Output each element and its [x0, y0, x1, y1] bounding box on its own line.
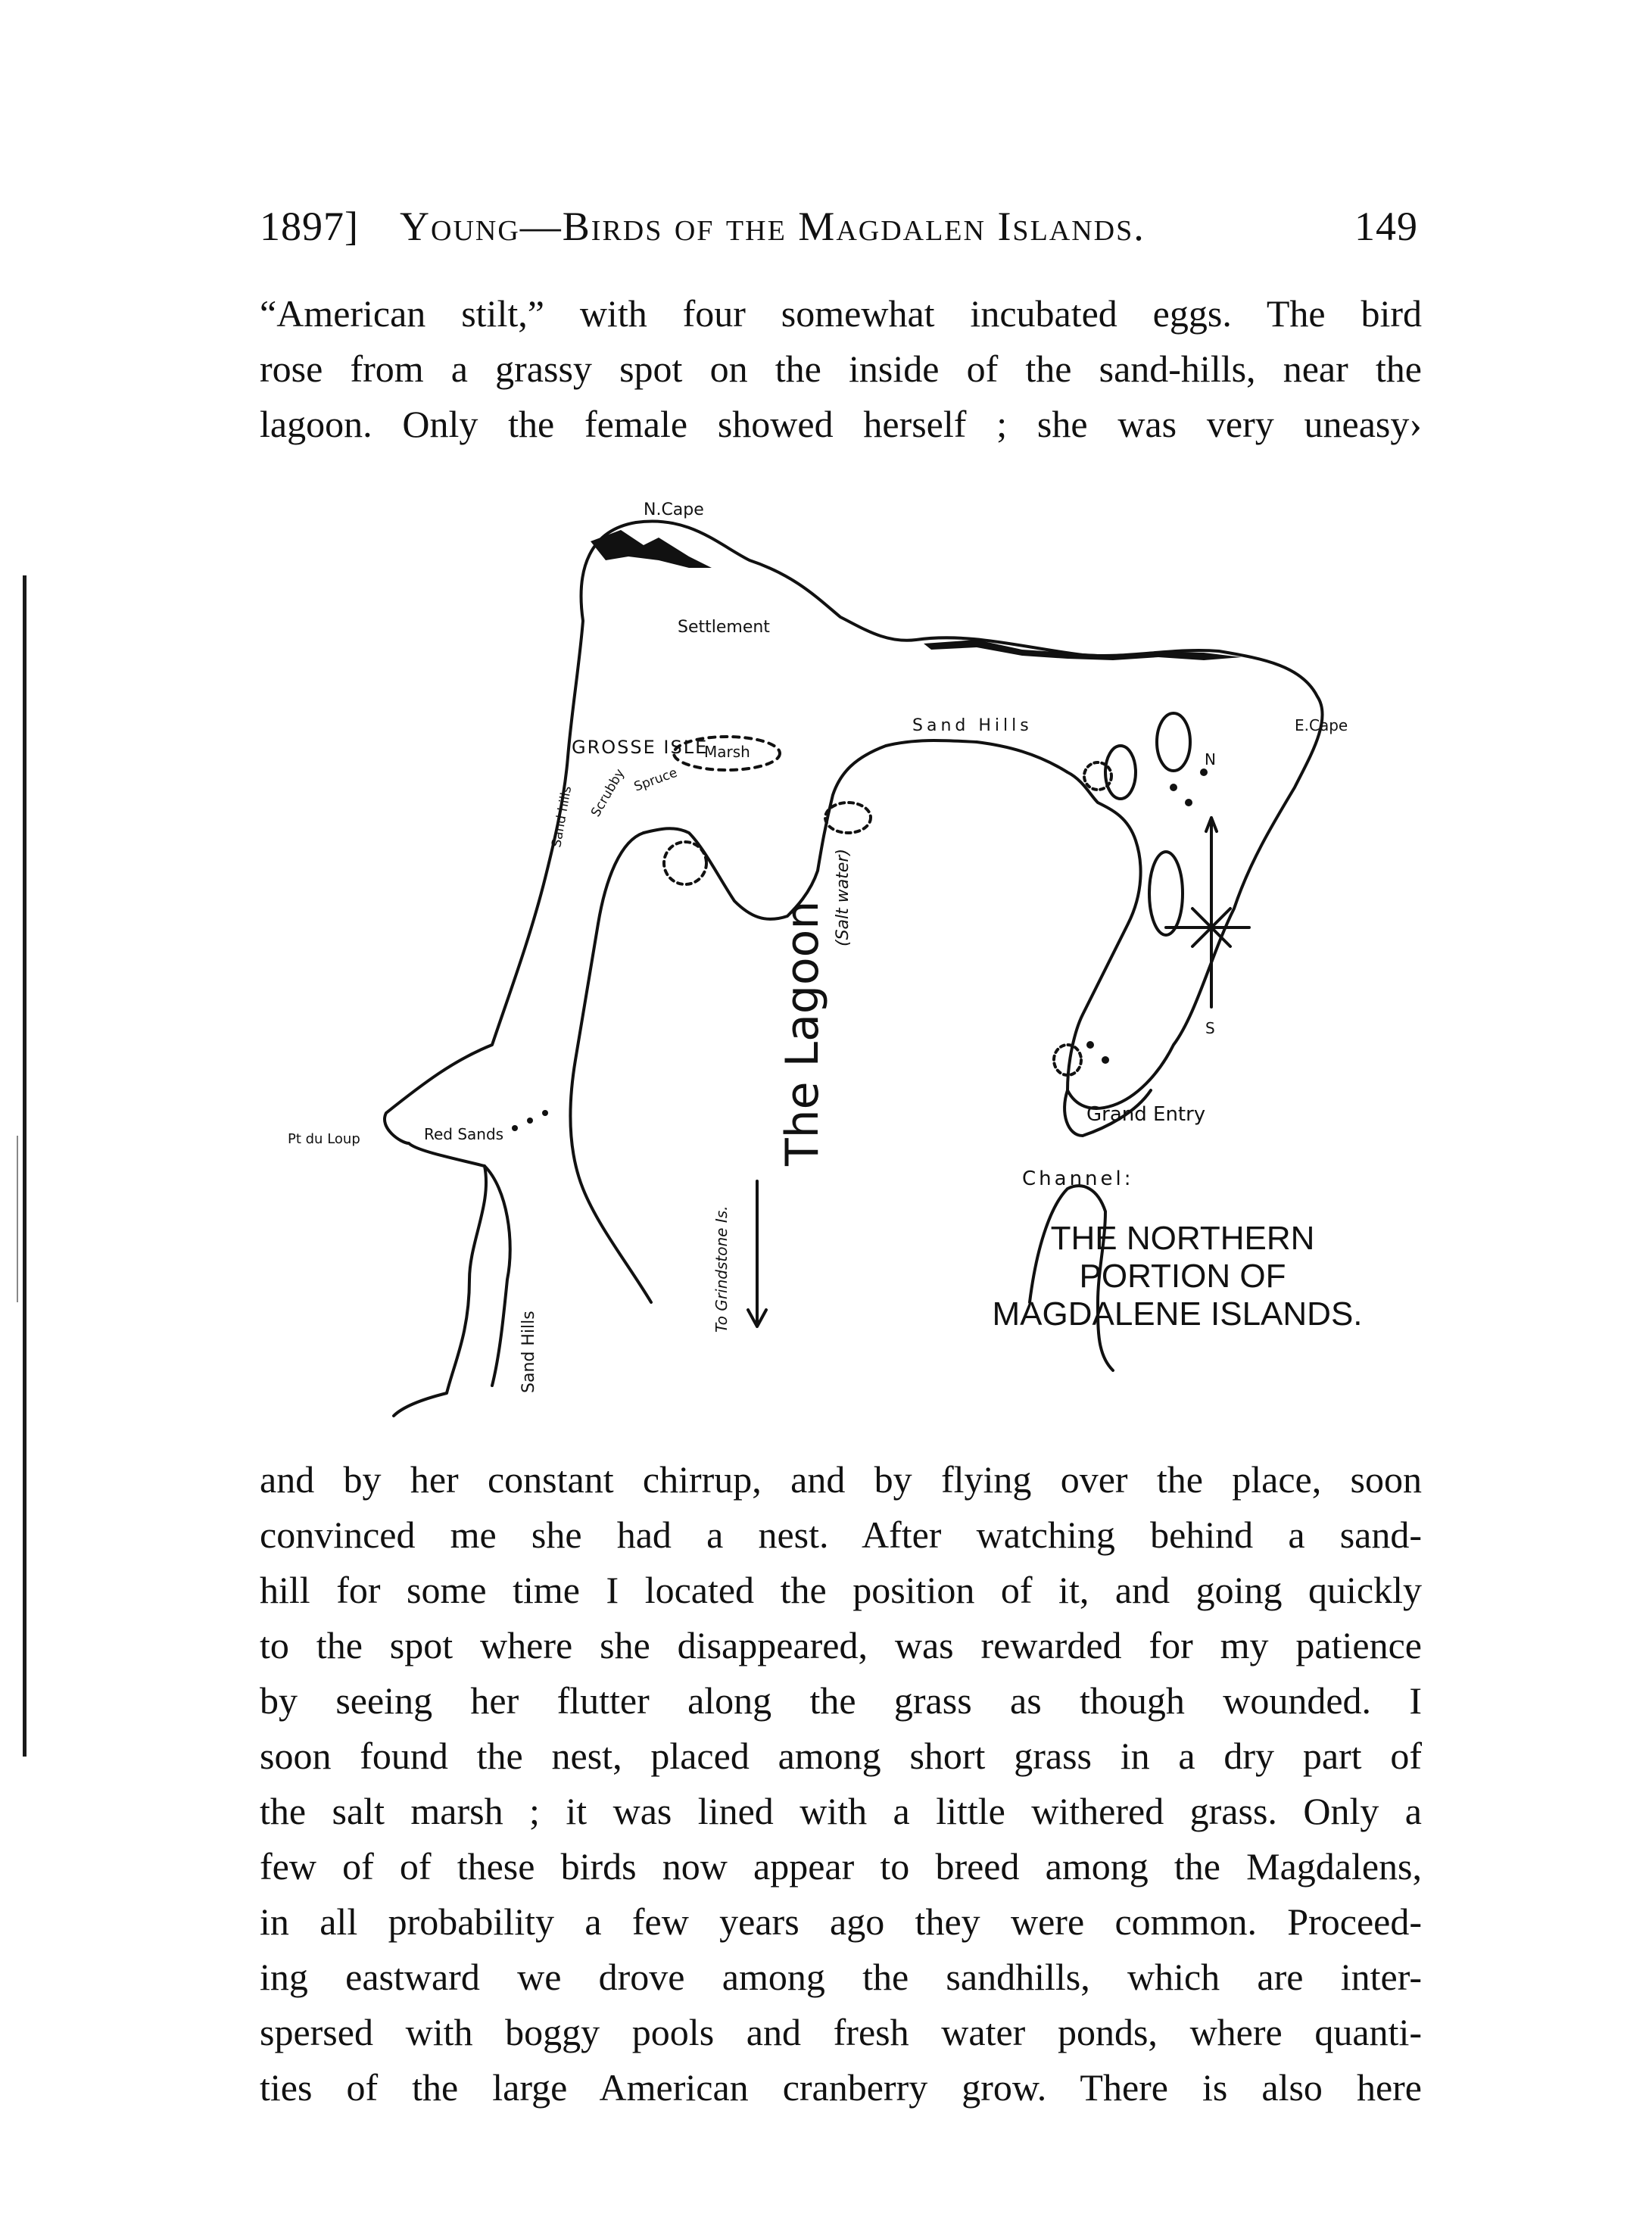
- scan-binding-edge: [23, 575, 26, 1757]
- label-e-cape: E.Cape: [1295, 716, 1348, 734]
- map-title-line-2: PORTION OF: [1079, 1258, 1286, 1295]
- label-grosse-isle: GROSSE ISLE: [572, 737, 709, 758]
- text-line: spersed with boggy pools and fresh water ponds, where quanti-: [260, 2011, 1422, 2053]
- label-channel: Channel:: [1022, 1167, 1134, 1190]
- label-compass-s: S: [1205, 1019, 1215, 1037]
- text-line: lagoon. Only the female showed herself ; she was very uneasy›: [260, 403, 1422, 445]
- island-outline: [385, 522, 636, 1416]
- text-line: ing eastward we drove among the sandhills, which are inter-: [260, 1956, 1422, 1998]
- text-line: few of of these birds now appear to breed among the Magdalens,: [260, 1845, 1422, 1888]
- label-compass-n: N: [1205, 750, 1216, 768]
- text-line: hill for some time I located the position of it, and going quickly: [260, 1569, 1422, 1611]
- text-line: ties of the large American cranberry grow. There is also here: [260, 2066, 1422, 2109]
- running-header: [260, 203, 1418, 263]
- scan-binding-edge-faint: [17, 1136, 18, 1302]
- label-red-sands: Red Sands: [424, 1125, 504, 1143]
- map-drawing: [265, 485, 1423, 1431]
- compass-rose: [1166, 818, 1249, 1007]
- paragraph-bottom: [260, 1452, 1422, 2115]
- label-spruce: Spruce: [631, 765, 680, 795]
- map-title-line-1: THE NORTHERN: [1050, 1220, 1315, 1257]
- page-number: 149: [1354, 204, 1418, 249]
- label-grand-entry: Grand Entry: [1086, 1103, 1206, 1126]
- north-shore: [636, 521, 1323, 1108]
- label-pt-du-loup: Pt du Loup: [288, 1131, 360, 1147]
- header-title: Young—Birds of the Magdalen Islands.: [400, 204, 1145, 249]
- label-sand-hills-bottom: Sand Hills: [519, 1311, 538, 1393]
- text-line: convinced me she had a nest. After watching behind a sand-: [260, 1514, 1422, 1556]
- paragraph-top: [260, 286, 1422, 452]
- text-line: and by her constant chirrup, and by flying over the place, soon: [260, 1458, 1422, 1501]
- text-line: soon found the nest, placed among short grass in a dry part of: [260, 1735, 1422, 1777]
- label-to-grindstone: To Grindstone Is.: [712, 1205, 731, 1333]
- text-line: the salt marsh ; it was lined with a little withered grass. Only a: [260, 1790, 1422, 1832]
- text-line: rose from a grassy spot on the inside of the sand-hills, near the: [260, 348, 1422, 390]
- label-sand-hills-left: Sand hills: [549, 784, 575, 849]
- text-line: to the spot where she disappeared, was rewarded for my patience: [260, 1624, 1422, 1666]
- label-salt-water: (Salt water): [834, 848, 852, 946]
- label-marsh: Marsh: [704, 743, 750, 761]
- label-the-lagoon: The Lagoon: [776, 900, 829, 1166]
- text-line: by seeing her flutter along the grass as though wounded. I: [260, 1679, 1422, 1722]
- header-year: 1897]: [260, 204, 359, 249]
- map-figure: [265, 485, 1423, 1431]
- label-scrubby: Scrubby: [588, 766, 628, 820]
- grindstone-arrow: [748, 1181, 766, 1326]
- map-title-line-3: MAGDALENE ISLANDS.: [992, 1295, 1363, 1333]
- label-settlement: Settlement: [678, 618, 770, 637]
- lagoon-west-shore: [570, 833, 651, 1302]
- label-sand-hills-top: Sand Hills: [912, 716, 1033, 735]
- text-line: in all probability a few years ago they were common. Proceed-: [260, 1900, 1422, 1943]
- label-n-cape: N.Cape: [644, 500, 704, 519]
- text-line: “American stilt,” with four somewhat incubated eggs. The bird: [260, 292, 1422, 335]
- spit-line: [485, 1166, 510, 1386]
